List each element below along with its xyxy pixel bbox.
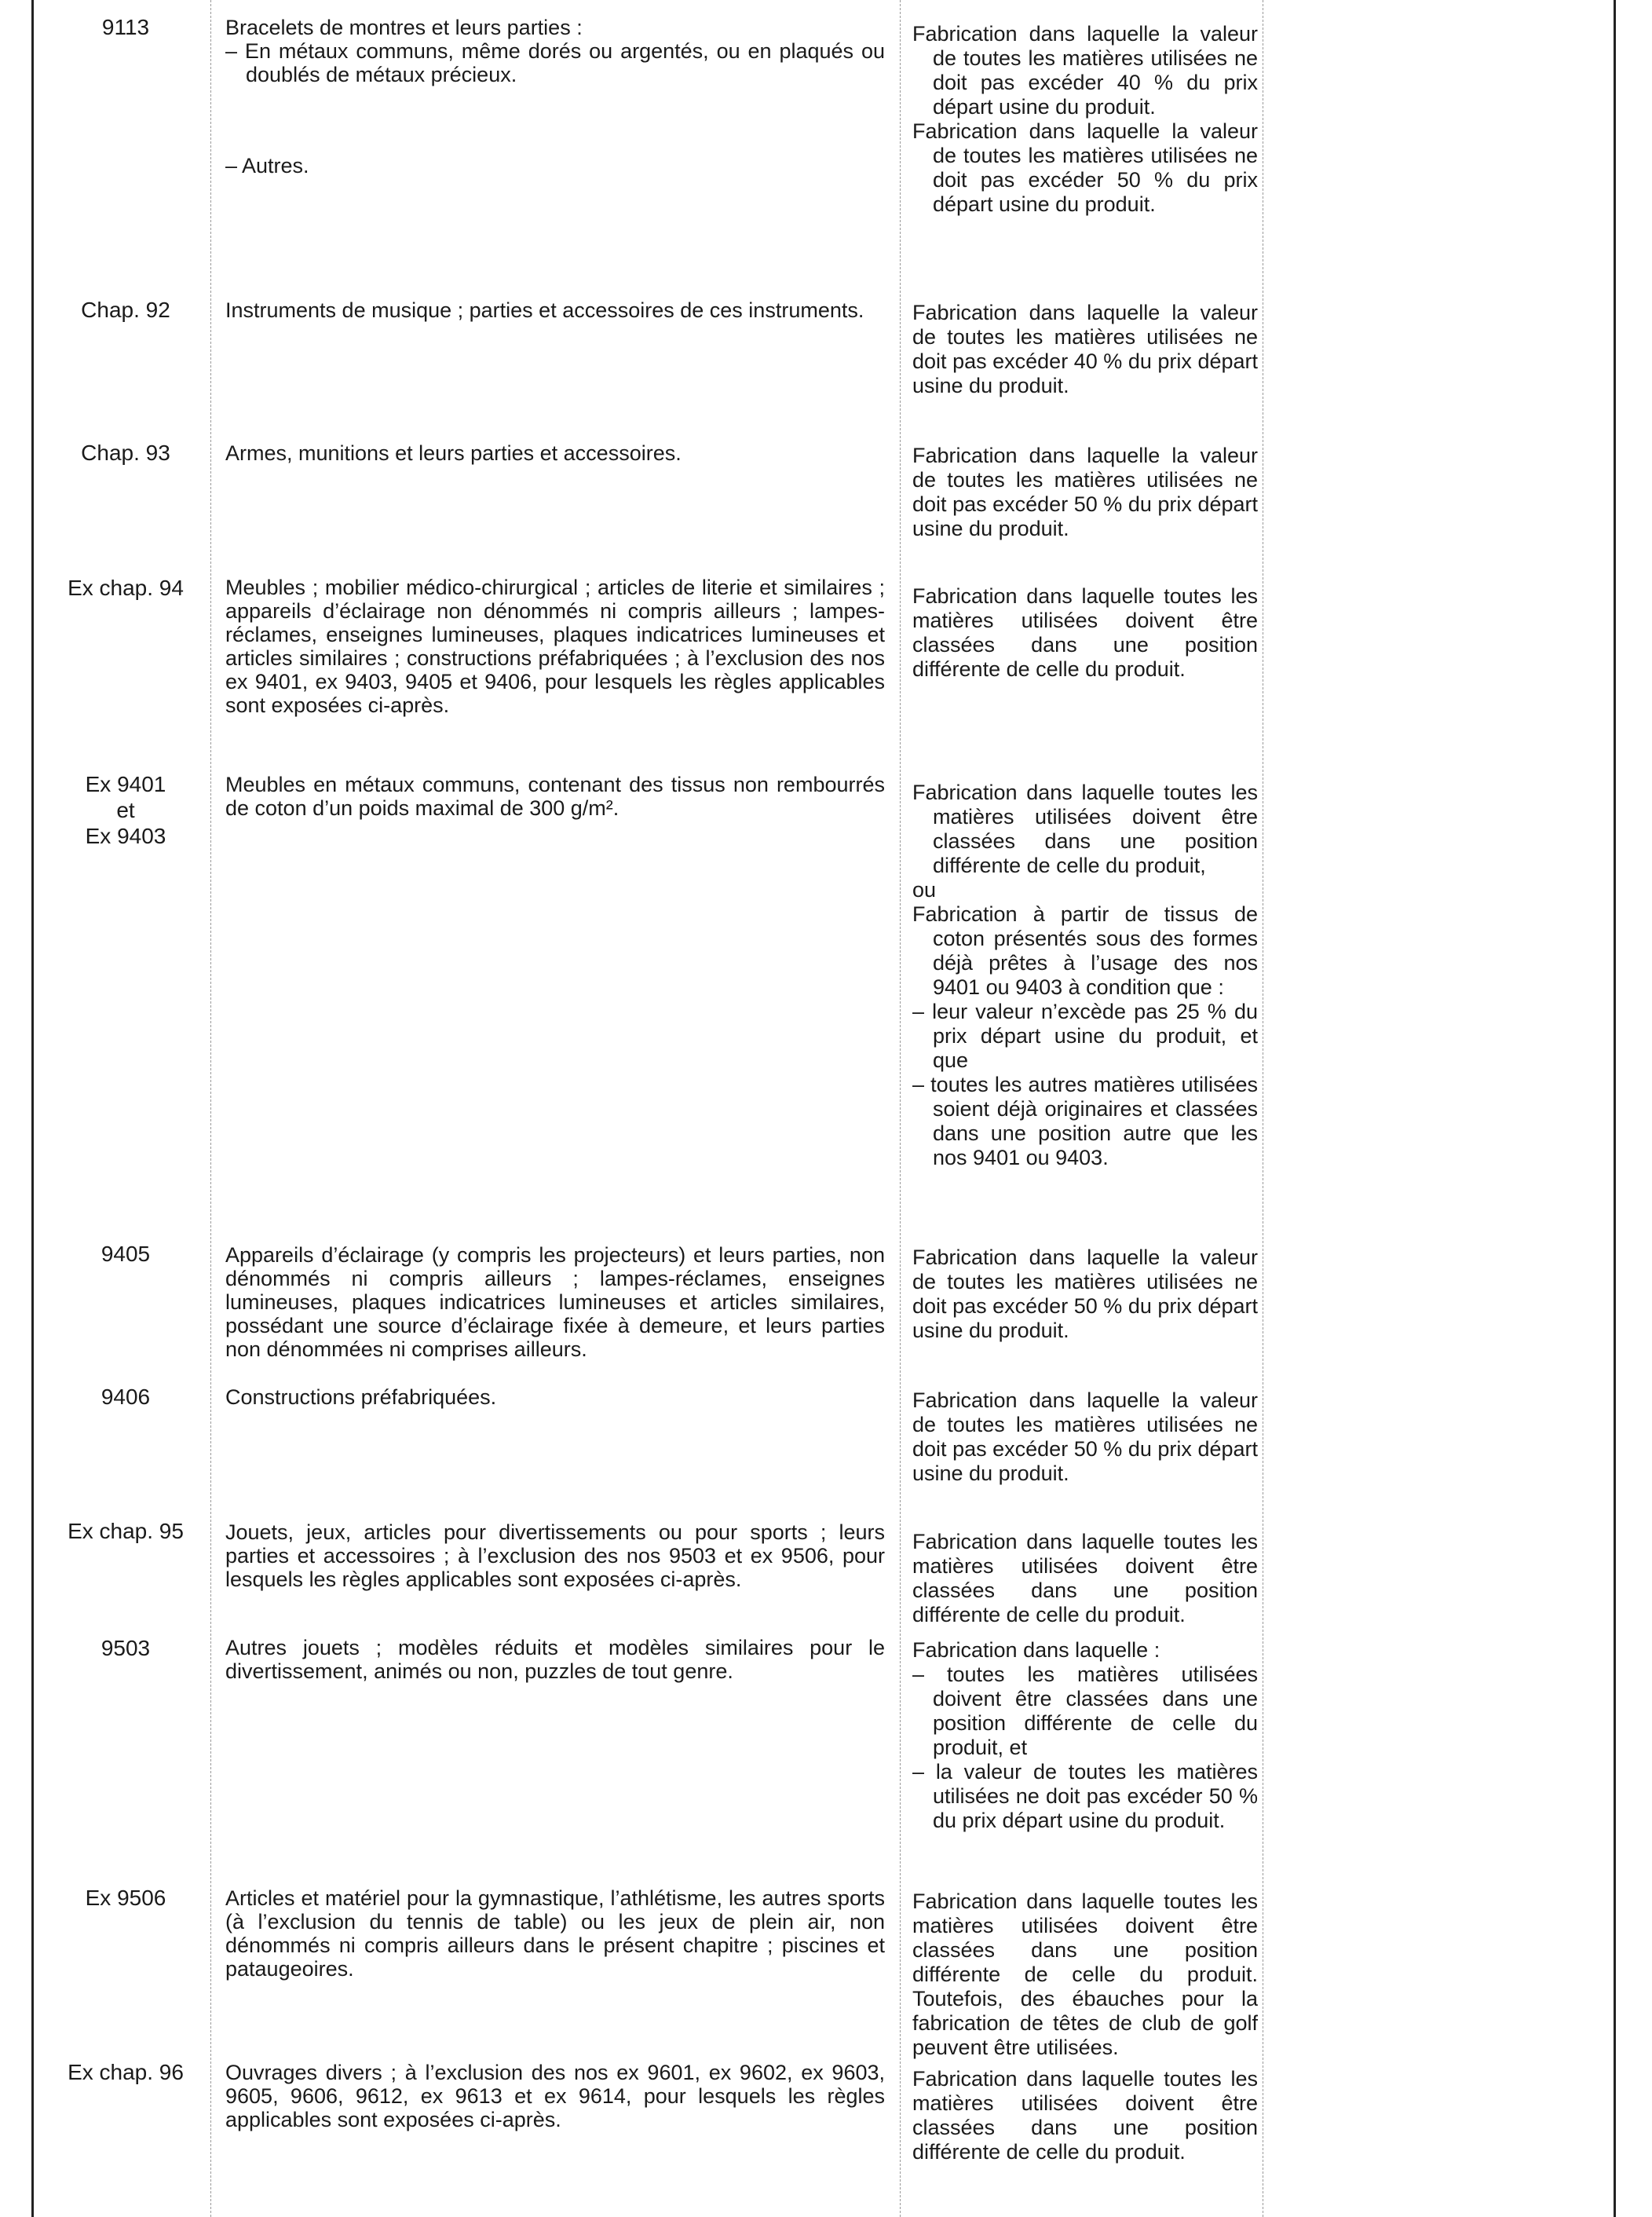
- description-text: Jouets, jeux, articles pour divertissements ou pour sports ; leurs parties et accessoires ; à l’exclusion des nos 9503 et ex 9506, pour lesquels les règles applicables sont exposées ci-après.: [225, 1520, 885, 1591]
- heading-code: Ex 9401 et Ex 9403: [85, 772, 166, 848]
- rule-item: – toutes les matières utilisées doivent être classées dans une position différente de celle du produit, et: [912, 1663, 1258, 1759]
- description-text: Meubles ; mobilier médico-chirurgical ; articles de literie et similaires ; appareils d’éclairage non dénommés ni compris ailleurs ; lampes-réclames, enseignes lumineuses, plaques indicatrices lumineuses et articles similaires ; constructions préfabriquées ; à l’exclusion des nos ex 9401, ex 9403, 9405 et 9406, pour lesquels les règles applicables sont exposées ci-après.: [225, 576, 885, 717]
- rule-text: Fabrication dans laquelle toutes les matières utilisées doivent être classées dans une position différente de celle du produit.: [912, 2067, 1258, 2164]
- rule-text: Fabrication dans laquelle toutes les matières utilisées doivent être classées dans une position différente de celle du produit,: [912, 781, 1258, 877]
- rule-cell: [912, 22, 1258, 217]
- rule-text: Fabrication dans laquelle la valeur de toutes les matières utilisées ne doit pas excéder 50 % du prix départ usine du produit.: [912, 119, 1258, 216]
- rule-text: Fabrication dans laquelle la valeur de toutes les matières utilisées ne doit pas excéder 50 % du prix départ usine du produit.: [912, 1246, 1258, 1342]
- rule-text: Fabrication dans laquelle la valeur de toutes les matières utilisées ne doit pas excéder 40 % du prix départ usine du produit.: [912, 22, 1258, 119]
- description-cell: [225, 16, 885, 177]
- column-divider-description: [900, 0, 901, 2217]
- description-item: – En métaux communs, même dorés ou argentés, ou en plaqués ou doublés de métaux précieux.: [225, 39, 885, 86]
- rule-text: Fabrication dans laquelle toutes les matières utilisées doivent être classées dans une position différente de celle du produit.: [912, 1530, 1258, 1626]
- heading-code: Ex 9506: [85, 1886, 166, 1910]
- rule-text: Fabrication à partir de tissus de coton présentés sous des formes déjà prêtes à l’usage des nos 9401 ou 9403 à condition que :: [912, 902, 1258, 999]
- table-right-border: [1614, 0, 1616, 2217]
- rule-or: ou: [912, 878, 937, 902]
- rule-text: Fabrication dans laquelle la valeur de toutes les matières utilisées ne doit pas excéder 50 % du prix départ usine du produit.: [912, 444, 1258, 540]
- heading-code: Ex chap. 95: [68, 1519, 184, 1543]
- rule-cell: [912, 781, 1258, 1170]
- rule-text: Fabrication dans laquelle toutes les matières utilisées doivent être classées dans une position différente de celle du produit.: [912, 584, 1258, 681]
- rule-cell: [912, 1638, 1258, 1833]
- rule-text: Fabrication dans laquelle :: [912, 1638, 1160, 1662]
- description-text: Armes, munitions et leurs parties et accessoires.: [225, 441, 682, 465]
- rule-text: Fabrication dans laquelle la valeur de toutes les matières utilisées ne doit pas excéder 40 % du prix départ usine du produit.: [912, 301, 1258, 397]
- rule-item: – toutes les autres matières utilisées soient déjà originaires et classées dans une position autre que les nos 9401 ou 9403.: [912, 1073, 1258, 1169]
- description-text: Articles et matériel pour la gymnastique, l’athlétisme, les autres sports (à l’exclusion du tennis de table) ou les jeux de plein air, non dénommés ni compris ailleurs dans le présent chapitre ; piscines et pataugeoires.: [225, 1886, 885, 1981]
- description-text: Autres jouets ; modèles réduits et modèles similaires pour le divertissement, animés ou non, puzzles de tout genre.: [225, 1636, 885, 1683]
- rule-text: Fabrication dans laquelle toutes les matières utilisées doivent être classées dans une position différente de celle du produit. Toutefois, des ébauches pour la fabrication de têtes de club de golf peuvent être utilisées.: [912, 1890, 1258, 2059]
- description-item: – Autres.: [225, 154, 309, 177]
- description-text: Appareils d’éclairage (y compris les projecteurs) et leurs parties, non dénommés ni compris ailleurs ; lampes-réclames, enseignes lumineuses, plaques indicatrices lumineuses et articles similaires, possédant une source d’éclairage fixée à demeure, et leurs parties non dénommées ni comprises ailleurs.: [225, 1243, 885, 1361]
- rule-text: Fabrication dans laquelle la valeur de toutes les matières utilisées ne doit pas excéder 50 % du prix départ usine du produit.: [912, 1388, 1258, 1485]
- heading-code: Ex chap. 96: [68, 2060, 184, 2084]
- heading-code: 9113: [101, 15, 150, 39]
- description-text: Ouvrages divers ; à l’exclusion des nos ex 9601, ex 9602, ex 9603, 9605, 9606, 9612, ex 9613 et ex 9614, pour lesquels les règles applicables sont exposées ci-après.: [225, 2061, 885, 2131]
- heading-code: Ex chap. 94: [68, 576, 184, 600]
- heading-code: 9503: [101, 1636, 151, 1660]
- heading-code: 9406: [101, 1385, 151, 1409]
- description-text: Constructions préfabriquées.: [225, 1385, 497, 1409]
- heading-code: Chap. 93: [81, 441, 170, 465]
- description-text: Meubles en métaux communs, contenant des tissus non rembourrés de coton d’un poids maximal de 300 g/m².: [225, 773, 885, 820]
- rule-item: – la valeur de toutes les matières utilisées ne doit pas excéder 50 % du prix départ usine du produit.: [912, 1760, 1258, 1832]
- description-text: Bracelets de montres et leurs parties :: [225, 16, 583, 39]
- heading-code: Chap. 92: [81, 298, 170, 322]
- description-text: Instruments de musique ; parties et accessoires de ces instruments.: [225, 298, 864, 322]
- heading-code: 9405: [101, 1242, 151, 1266]
- rule-item: – leur valeur n’excède pas 25 % du prix départ usine du produit, et que: [912, 1000, 1258, 1072]
